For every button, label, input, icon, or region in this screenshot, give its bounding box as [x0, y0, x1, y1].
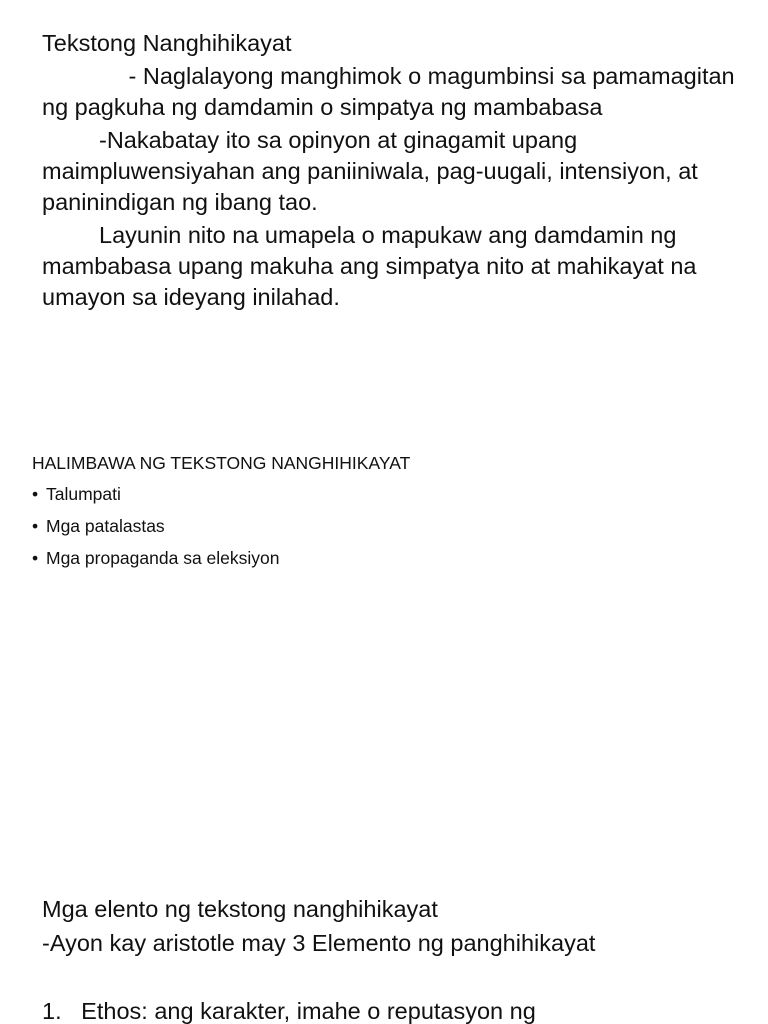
section-title: Tekstong Nanghihikayat	[42, 30, 292, 56]
elements-section	[42, 893, 738, 1024]
examples-heading: HALIMBAWA NG TEKSTONG NANGHIHIKAYAT	[32, 453, 411, 473]
list-item-label: Talumpati	[46, 484, 121, 504]
list-item	[32, 514, 738, 538]
examples-section	[32, 451, 738, 578]
list-item	[32, 482, 738, 506]
examples-list	[32, 482, 738, 570]
paragraph-purpose: - Naglalayong manghimok o magumbinsi sa pamamagitan ng pagkuha ng damdamin o simpatya ng mambabasa	[42, 63, 742, 120]
elements-title: Mga elento ng tekstong nanghihikayat	[42, 896, 438, 922]
paragraph-basis: -Nakabatay ito sa opinyon at ginagamit upang maimpluwensiyahan ang paniiniwala, pag-uugali, intensiyon, at paninindigan ng ibang tao.	[42, 127, 698, 215]
definition-section	[42, 28, 742, 315]
list-item-label: Mga propaganda sa eleksiyon	[46, 548, 280, 568]
paragraph-goal: Layunin nito na umapela o mapukaw ang damdamin ng mambabasa upang makuha ang simpatya nito at mahikayat na umayon sa ideyang inilahad.	[42, 222, 697, 310]
list-item-label: Mga patalastas	[46, 516, 165, 536]
bullet-icon: •	[32, 484, 39, 504]
elements-subtitle: -Ayon kay aristotle may 3 Elemento ng panghihikayat	[42, 930, 596, 956]
bullet-icon: •	[32, 516, 39, 536]
list-item	[32, 546, 738, 570]
elements-list-item: 1. Ethos: ang karakter, imahe o reputasyon ng	[42, 998, 536, 1024]
bullet-icon: •	[32, 548, 39, 568]
